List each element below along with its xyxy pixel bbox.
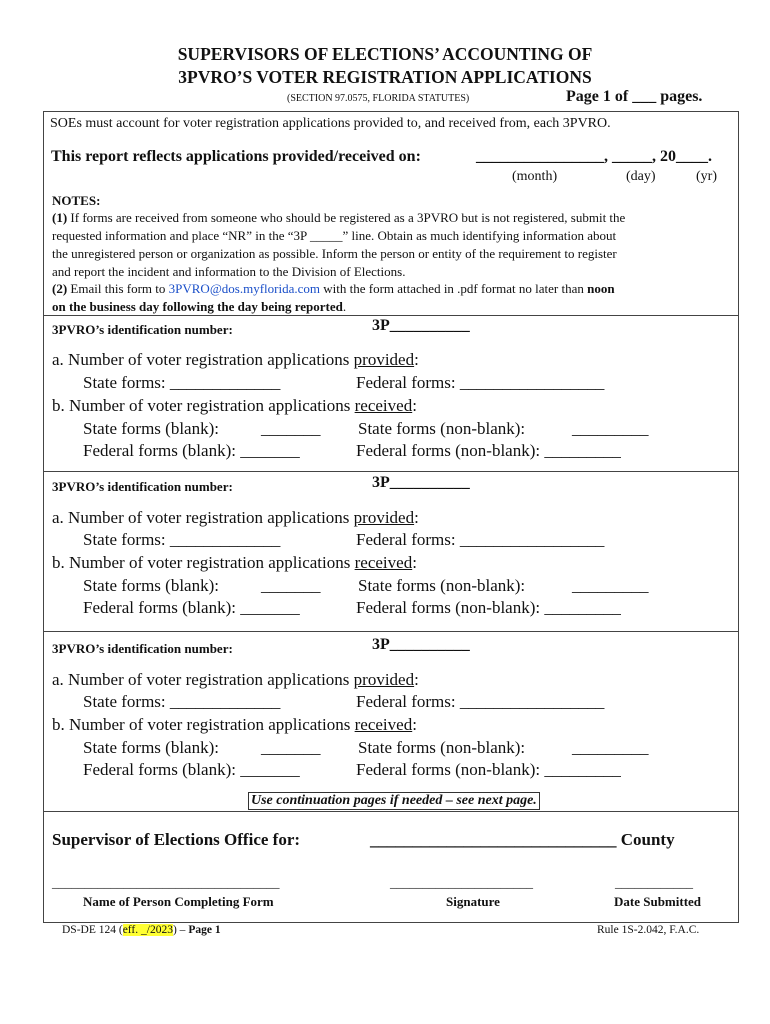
- provided-state-field-1[interactable]: State forms: _____________: [83, 373, 281, 392]
- received-state-blank-label-2: State forms (blank):: [83, 576, 219, 595]
- received-state-nonblank-field-2[interactable]: _________: [572, 576, 649, 595]
- provided-heading-3: a. Number of voter registration applications provided:: [52, 670, 419, 689]
- provided-federal-field-2[interactable]: Federal forms: _________________: [356, 530, 605, 549]
- received-state-nonblank-field-1[interactable]: _________: [572, 419, 649, 438]
- note-1-line1: (1) If forms are received from someone who should be registered as a 3PVRO but is not registered, submit the: [52, 210, 626, 225]
- form-title-line2: 3PVRO’S VOTER REGISTRATION APPLICATIONS: [178, 67, 592, 87]
- month-caption: (month): [512, 169, 558, 184]
- id-field-3[interactable]: 3P__________: [372, 636, 470, 653]
- received-state-blank-field-3[interactable]: _______: [261, 738, 321, 757]
- notes-heading: NOTES:: [52, 193, 101, 208]
- received-heading-2: b. Number of voter registration applications received:: [52, 553, 417, 572]
- received-state-nonblank-label-2: State forms (non-blank):: [358, 576, 526, 595]
- form-number: DS-DE 124 (eff. _/2023) – Page 1: [62, 924, 221, 936]
- continuation-note: Use continuation pages if needed – see next page.: [248, 792, 540, 810]
- provided-heading-1: a. Number of voter registration applications provided:: [52, 350, 419, 369]
- received-state-blank-field-1[interactable]: _______: [261, 419, 321, 438]
- received-federal-nonblank-field-2[interactable]: Federal forms (non-blank): _________: [356, 598, 621, 617]
- statute-reference: (SECTION 97.0575, FLORIDA STATUTES): [287, 93, 470, 104]
- day-caption: (day): [626, 169, 656, 184]
- received-federal-nonblank-field-1[interactable]: Federal forms (non-blank): _________: [356, 441, 621, 460]
- received-state-blank-label-1: State forms (blank):: [83, 419, 219, 438]
- divider: [43, 631, 739, 632]
- received-heading-1: b. Number of voter registration applications received:: [52, 396, 417, 415]
- note-1-line4: and report the incident and information to the Division of Elections.: [52, 264, 406, 279]
- county-field[interactable]: _____________________________ County: [370, 830, 675, 849]
- provided-federal-field-1[interactable]: Federal forms: _________________: [356, 373, 605, 392]
- name-label: Name of Person Completing Form: [83, 894, 274, 909]
- email-link[interactable]: 3PVRO@dos.myflorida.com: [168, 281, 320, 296]
- provided-state-field-2[interactable]: State forms: _____________: [83, 530, 281, 549]
- name-field[interactable]: ___________________________________: [52, 875, 280, 890]
- report-date-label: This report reflects applications provided/received on:: [51, 148, 421, 165]
- id-label-2: 3PVRO’s identification number:: [52, 479, 233, 494]
- signature-field[interactable]: ______________________: [390, 875, 533, 890]
- received-state-nonblank-label-3: State forms (non-blank):: [358, 738, 526, 757]
- intro-text: SOEs must account for voter registration applications provided to, and received from, each 3PVRO.: [50, 116, 611, 131]
- signature-label: Signature: [446, 894, 500, 909]
- divider: [43, 471, 739, 472]
- id-label-1: 3PVRO’s identification number:: [52, 322, 233, 337]
- received-state-blank-label-3: State forms (blank):: [83, 738, 219, 757]
- divider: [43, 811, 739, 812]
- provided-state-field-3[interactable]: State forms: _____________: [83, 692, 281, 711]
- form-title-line1: SUPERVISORS OF ELECTIONS’ ACCOUNTING OF: [177, 44, 593, 64]
- received-heading-3: b. Number of voter registration applications received:: [52, 715, 417, 734]
- note-2-line1: (2) Email this form to 3PVRO@dos.myflorida.com with the form attached in .pdf format no later than noon: [52, 281, 615, 296]
- yr-caption: (yr): [696, 169, 717, 184]
- divider: [43, 315, 739, 316]
- date-submitted-field[interactable]: ____________: [615, 875, 693, 890]
- report-date-field[interactable]: ________________, _____, 20____.: [476, 148, 712, 165]
- page-of-field[interactable]: Page 1 of ___ pages.: [566, 88, 703, 105]
- date-submitted-label: Date Submitted: [614, 894, 702, 909]
- received-state-nonblank-field-3[interactable]: _________: [572, 738, 649, 757]
- supervisor-label: Supervisor of Elections Office for:: [52, 830, 301, 849]
- id-field-2[interactable]: 3P__________: [372, 474, 470, 491]
- received-federal-blank-field-2[interactable]: Federal forms (blank): _______: [83, 598, 300, 617]
- received-federal-blank-field-3[interactable]: Federal forms (blank): _______: [83, 760, 300, 779]
- received-federal-blank-field-1[interactable]: Federal forms (blank): _______: [83, 441, 300, 460]
- received-federal-nonblank-field-3[interactable]: Federal forms (non-blank): _________: [356, 760, 621, 779]
- id-field-1[interactable]: 3P__________: [372, 317, 470, 334]
- received-state-nonblank-label-1: State forms (non-blank):: [358, 419, 526, 438]
- rule-reference: Rule 1S-2.042, F.A.C.: [597, 924, 700, 936]
- provided-heading-2: a. Number of voter registration applications provided:: [52, 508, 419, 527]
- note-1-line3: the unregistered person or organization as possible. Inform the person or entity of the requirement to register: [52, 246, 617, 261]
- note-1-line2: requested information and place “NR” in the “3P _____” line. Obtain as much identifying information about: [52, 228, 617, 243]
- provided-federal-field-3[interactable]: Federal forms: _________________: [356, 692, 605, 711]
- received-state-blank-field-2[interactable]: _______: [261, 576, 321, 595]
- id-label-3: 3PVRO’s identification number:: [52, 641, 233, 656]
- note-2-line2: on the business day following the day being reported.: [52, 299, 347, 314]
